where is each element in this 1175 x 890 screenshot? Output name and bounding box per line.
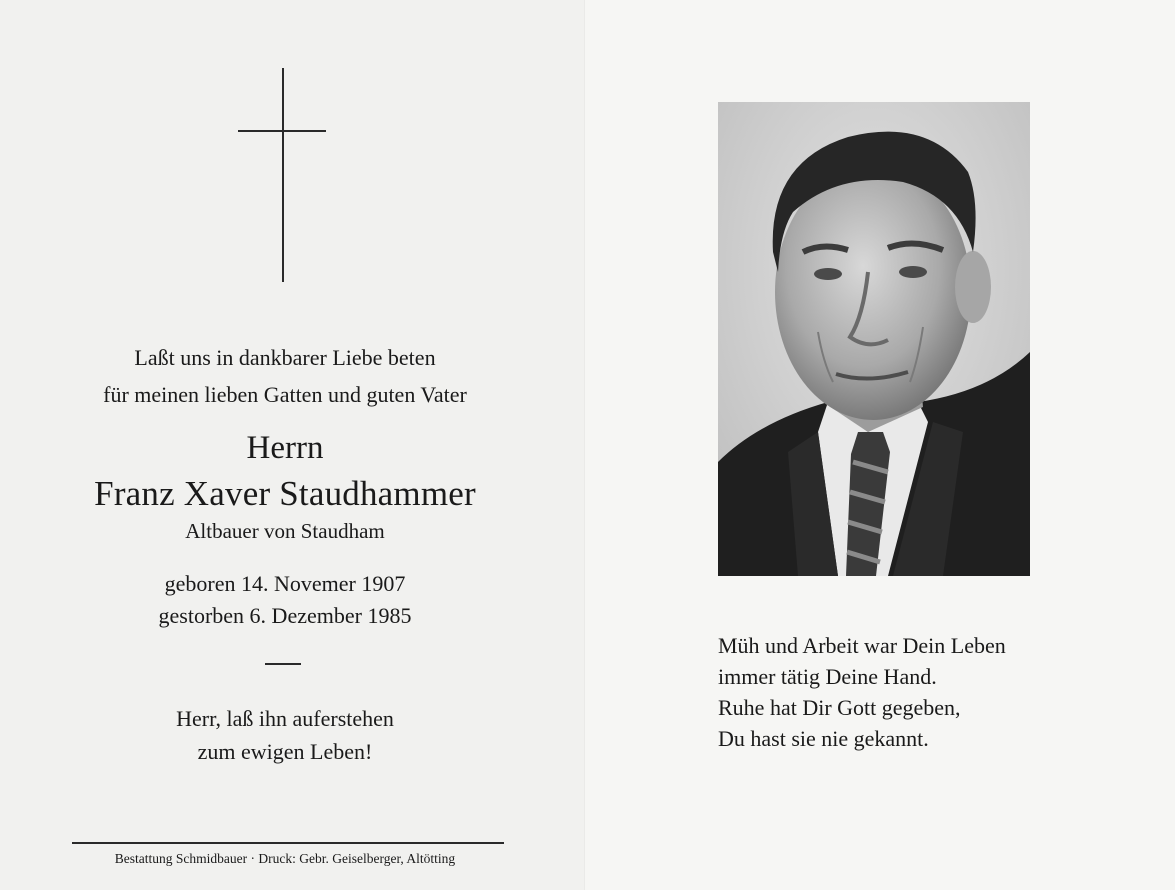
verse-line: Du hast sie nie gekannt. (718, 726, 929, 751)
printer-footer: Bestattung Schmidbauer · Druck: Gebr. Geiselberger, Altötting (114, 851, 456, 866)
verse-block (718, 630, 1006, 754)
prayer-line-1: Laßt uns in dankbarer Liebe beten (134, 345, 436, 370)
portrait-photo (718, 102, 1030, 576)
death-date: gestorben 6. Dezember 1985 (158, 603, 412, 628)
footer-rule (72, 842, 504, 844)
prayer-line-2: für meinen lieben Gatten und guten Vater (103, 382, 467, 407)
left-page (0, 0, 585, 890)
verse-line: Müh und Arbeit war Dein Leben (718, 633, 1006, 658)
closing-line-1: Herr, laß ihn auferstehen (176, 706, 394, 731)
divider-dash (265, 663, 301, 665)
verse-line: immer tätig Deine Hand. (718, 664, 937, 689)
deceased-name: Franz Xaver Staudhammer (94, 474, 476, 513)
verse-line: Ruhe hat Dir Gott gegeben, (718, 695, 961, 720)
cross-icon (238, 68, 326, 282)
birth-date: geboren 14. Novemer 1907 (164, 571, 406, 596)
closing-line-2: zum ewigen Leben! (197, 739, 373, 764)
salutation: Herrn (246, 430, 324, 466)
occupation: Altbauer von Staudham (185, 519, 385, 543)
